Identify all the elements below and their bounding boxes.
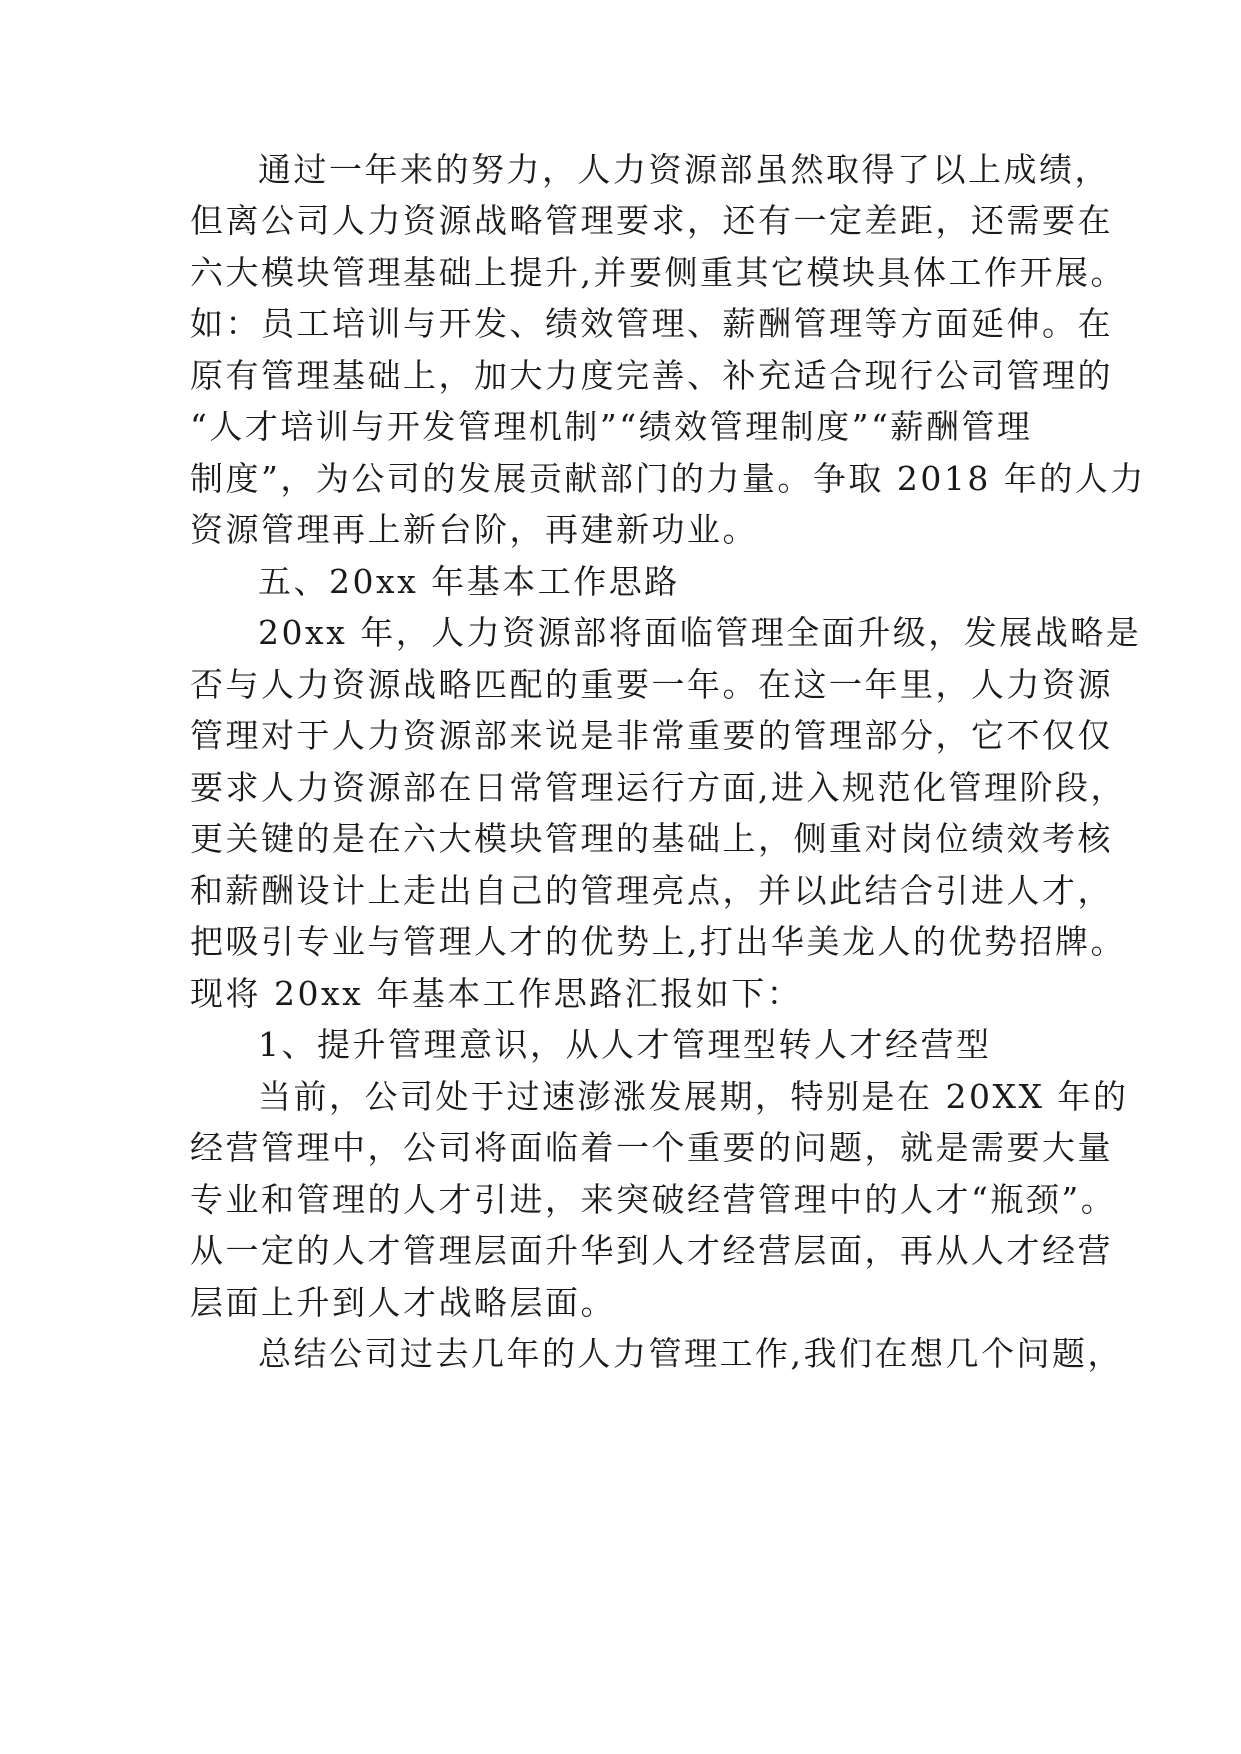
- paragraph-line: “人才培训与开发管理机制”“绩效管理制度”“薪酬管理: [190, 407, 1033, 446]
- paragraph-line: 如：员工培训与开发、绩效管理、薪酬管理等方面延伸。在: [190, 304, 1113, 343]
- paragraph-line: 从一定的人才管理层面升华到人才经营层面，再从人才经营: [190, 1231, 1113, 1270]
- paragraph-line: 管理对于人力资源部来说是非常重要的管理部分，它不仅仅: [190, 716, 1113, 755]
- paragraph-line: 更关键的是在六大模块管理的基础上，侧重对岗位绩效考核: [190, 819, 1113, 858]
- paragraph-line: 经营管理中，公司将面临着一个重要的问题，就是需要大量: [190, 1128, 1113, 1167]
- paragraph-line: 但离公司人力资源战略管理要求，还有一定差距，还需要在: [190, 201, 1113, 240]
- subsection-heading: 1、提升管理意识，从人才管理型转人才经营型: [258, 1025, 992, 1064]
- paragraph-line: 原有管理基础上，加大力度完善、补充适合现行公司管理的: [190, 356, 1113, 395]
- paragraph-line: 资源管理再上新台阶，再建新功业。: [190, 510, 758, 549]
- paragraph-line: 六大模块管理基础上提升,并要侧重其它模块具体工作开展。: [190, 253, 1126, 292]
- paragraph-line: 当前，公司处于过速澎涨发展期，特别是在 20XX 年的: [258, 1077, 1129, 1116]
- paragraph-line: 专业和管理的人才引进，来突破经营管理中的人才“瓶颈”。: [190, 1180, 1117, 1219]
- paragraph-line: 层面上升到人才战略层面。: [190, 1283, 616, 1322]
- paragraph-line: 否与人力资源战略匹配的重要一年。在这一年里，人力资源: [190, 665, 1113, 704]
- paragraph-line: 和薪酬设计上走出自己的管理亮点，并以此结合引进人才，: [190, 871, 1113, 910]
- section-heading: 五、20xx 年基本工作思路: [258, 562, 680, 601]
- paragraph-line: 总结公司过去几年的人力管理工作,我们在想几个问题，: [258, 1334, 1123, 1373]
- paragraph-line: 20xx 年，人力资源部将面临管理全面升级，发展战略是: [258, 613, 1142, 652]
- paragraph-line: 要求人力资源部在日常管理运行方面,进入规范化管理阶段，: [190, 768, 1126, 807]
- paragraph-line: 把吸引专业与管理人才的优势上,打出华美龙人的优势招牌。: [190, 922, 1126, 961]
- paragraph-line: 制度”，为公司的发展贡献部门的力量。争取 2018 年的人力: [190, 459, 1146, 498]
- paragraph-line: 通过一年来的努力，人力资源部虽然取得了以上成绩，: [258, 150, 1110, 189]
- paragraph-line: 现将 20xx 年基本工作思路汇报如下：: [190, 974, 803, 1013]
